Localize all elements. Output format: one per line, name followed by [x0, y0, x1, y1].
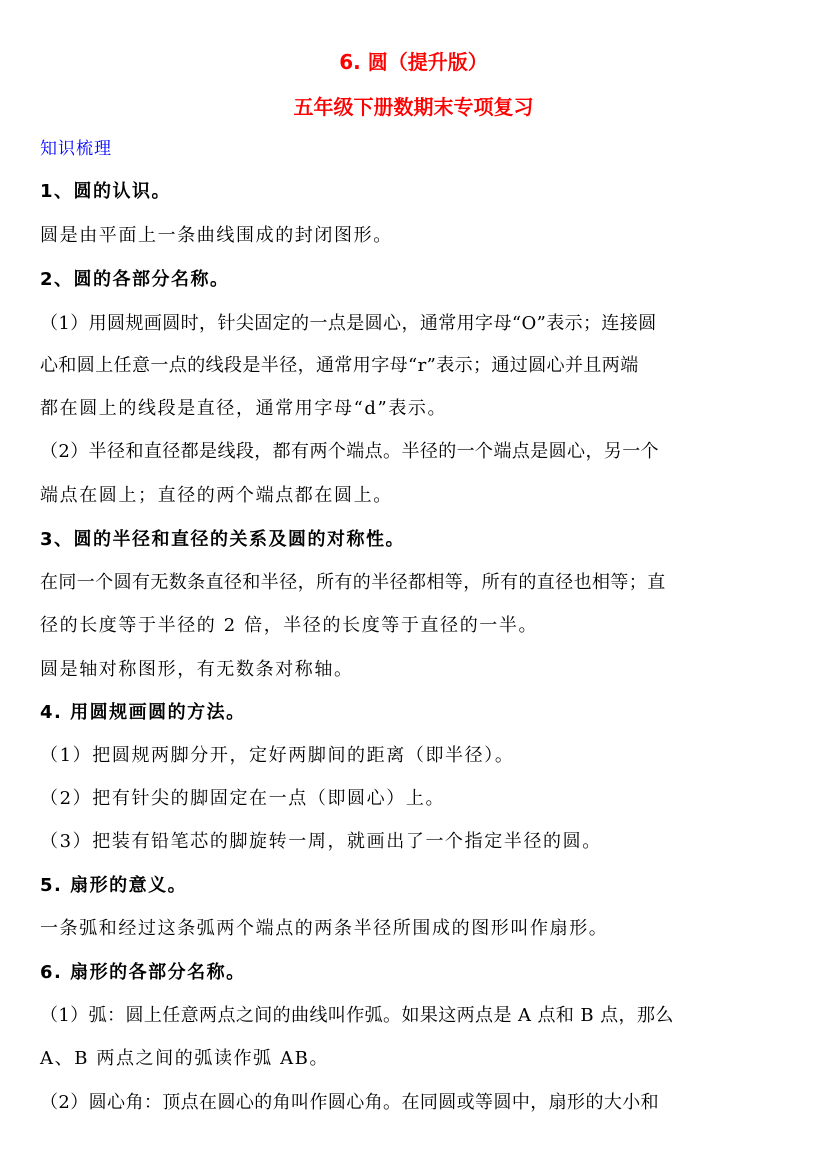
document-subtitle: 五年级下册数期末专项复习 — [293, 95, 534, 119]
heading-3: 3、圆的半径和直径的关系及圆的对称性。 — [40, 529, 406, 550]
paragraph-4-2: （2）把有针尖的脚固定在一点（即圆心）上。 — [40, 788, 446, 809]
paragraph-3-line-2: 径的长度等于半径的 2 倍，半径的长度等于直径的一半。 — [40, 615, 539, 636]
heading-5: 5. 扇形的意义。 — [40, 875, 188, 896]
paragraph-1: 圆是由平面上一条曲线围成的封闭图形。 — [40, 225, 393, 246]
paragraph-5: 一条弧和经过这条弧两个端点的两条半径所围成的图形叫作扇形。 — [40, 918, 609, 939]
paragraph-2-2-line-1: （2）半径和直径都是线段，都有两个端点。半径的一个端点是圆心，另一个 — [40, 441, 660, 462]
heading-1: 1、圆的认识。 — [40, 181, 172, 202]
paragraph-2-1-line-2: 心和圆上任意一点的线段是半径，通常用字母“r”表示；通过圆心并且两端 — [40, 355, 639, 376]
paragraph-3-line-1: 在同一个圆有无数条直径和半径，所有的半径都相等，所有的直径也相等；直 — [40, 572, 666, 593]
heading-2: 2、圆的各部分名称。 — [40, 269, 230, 290]
paragraph-2-1-line-3: 都在圆上的线段是直径，通常用字母“d”表示。 — [40, 398, 448, 419]
paragraph-6-2-line-1: （2）圆心角：顶点在圆心的角叫作圆心角。在同圆或等圆中，扇形的大小和 — [40, 1092, 660, 1113]
paragraph-3-line-3: 圆是轴对称图形，有无数条对称轴。 — [40, 659, 354, 680]
section-label: 知识梳理 — [40, 139, 112, 159]
paragraph-4-1: （1）把圆规两脚分开，定好两脚间的距离（即半径）。 — [40, 745, 515, 766]
heading-6: 6. 扇形的各部分名称。 — [40, 962, 246, 983]
heading-4: 4. 用圆规画圆的方法。 — [40, 702, 246, 723]
paragraph-6-1-line-1: （1）弧：圆上任意两点之间的曲线叫作弧。如果这两点是 A 点和 B 点，那么 — [40, 1005, 674, 1026]
paragraph-2-2-line-2: 端点在圆上；直径的两个端点都在圆上。 — [40, 485, 393, 506]
paragraph-4-3: （3）把装有铅笔芯的脚旋转一周，就画出了一个指定半径的圆。 — [40, 831, 602, 852]
paragraph-2-1-line-1: （1）用圆规画圆时，针尖固定的一点是圆心，通常用字母“O”表示；连接圆 — [40, 313, 657, 334]
paragraph-6-1-line-2: A、B 两点之间的弧读作弧 AB。 — [40, 1048, 330, 1069]
document-title: 6. 圆（提升版） — [339, 50, 488, 74]
